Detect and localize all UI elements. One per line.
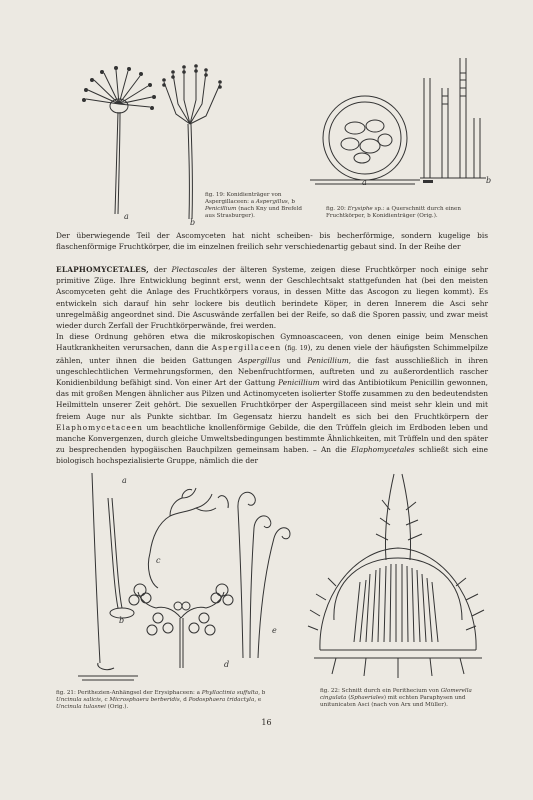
figure-20-illustration (310, 58, 490, 188)
figure-21-illustration (78, 468, 298, 683)
fig21-label-e: e (272, 626, 277, 635)
figure-22-illustration (306, 470, 490, 680)
fig22-caption: fig. 22: Schnitt durch ein Perithecium von Glomerella cingulata (Sphaeriales) mit echten Paraphysen und unitunicaten Asci (nach von Arx und Müller). (320, 688, 472, 708)
main-text (56, 264, 488, 467)
fig19-caption: fig. 19: Konidienträger von Aspergillaceen: a Aspergillus, b Penicillium (nach Kny und Brefeld aus Strasburger). (205, 192, 302, 219)
fig21-caption: fig. 21: Perithezien-Anhängsel der Erysiphaceen: a Phyllactinia suffulta, b Uncinula salicis, c Microsphaera berberidis, d Podosphaera tridactyla, e Uncinula tulasnei (Orig.). (56, 690, 266, 710)
fig21-label-b: b (119, 616, 125, 625)
fig19-label-a: a (124, 212, 129, 221)
fig21-label-d: d (224, 660, 230, 669)
fig21-label-c: c (156, 556, 161, 565)
page-number: 16 (261, 718, 272, 727)
paragraph-elaphomycetales: ELAPHOMYCETALES, der Plectascales der älteren Systeme, zeigen diese Fruchtkörper noch einige sehr primitive Züge. Ihre Entwicklung beginnt erst, wenn der Geschlechtsakt stattgefunden hat (bei den meisten Ascomyceten geht die Anlage des Fruchtkörpers voraus, in dessen Mitte das Ascogon zu liegen kommt). Es entwickeln sich darauf hin sehr lockere bis deutlich berindete Köper, in deren Innerem die Asci sehr unregelmäßig angeordnet sind. Die Ascuswände zerfallen bei der Reife, so daß die Sporen passiv, und zwar meist wieder durch Zerfall der Fruchtkörperwände, frei werden. (56, 265, 488, 331)
fig19-label-b: b (190, 218, 196, 227)
paragraph-aspergillaceen: In diese Ordnung gehören etwa die mikroskopischen Gymnoascaceen, von denen einige beim Menschen Hautkrankheiten verursachen, dann die Aspergillaceen (fig. 19), zu denen viele der häufigsten Schimmelpilze zählen, unter ihnen die beiden Gattungen Aspergillus und Penicillium, die fast ausschließlich in ihren ungeschlechtlichen Vermehrungsformen, den Nebenfruchtformen, auftreten und zu außerordentlich rascher Konidienbildung befähigt sind. Von einer Art der Gattung Penicillium wird das Antibiotikum Penicillin gewonnen, das mit großen Mengen ähnlicher aus Pilzen und Actinomyceten isolierter Stoffe zusammen zu den bedeutendsten Heilmitteln unserer Zeit gehört. Die sexuellen Fruchtkörper der Aspergillaceen sind meist sehr klein und mit freiem Auge nur als Punkte sichtbar. Im Gegensatz hierzu handelt es sich bei den Fruchtkörpern der Elaphomycetaceen um beachtliche knollenförmige Gebilde, die den Trüffeln gleich im Erdboden leben und manche Konvergenzen, durch gleiche Umweltsbedingungen bestimmte Ähnlichkeiten, mit Trüffeln und den später zu besprechenden hypogäischen Bauchpilzen gemeinsam haben. – An die Elaphomycetales schließt sich eine biologisch hochspezialisierte Gruppe, nämlich die der (56, 332, 488, 466)
fig20-label-b: b (486, 176, 492, 185)
fig20-caption: fig. 20: Erysiphe sp.: a Querschnitt durch einen Fruchtkörper, b Konidienträger (Orig.). (326, 206, 461, 219)
fig21-label-a: a (122, 476, 127, 485)
fig20-label-a: a (362, 178, 367, 187)
intro-paragraph: Der überwiegende Teil der Ascomyceten hat nicht scheiben- bis becherförmige, sondern kugelige bis flaschenförmige Fruchtkörper, die im einzelnen freilich sehr verschiedenartig gebaut sind. In der Reihe der (56, 231, 488, 252)
